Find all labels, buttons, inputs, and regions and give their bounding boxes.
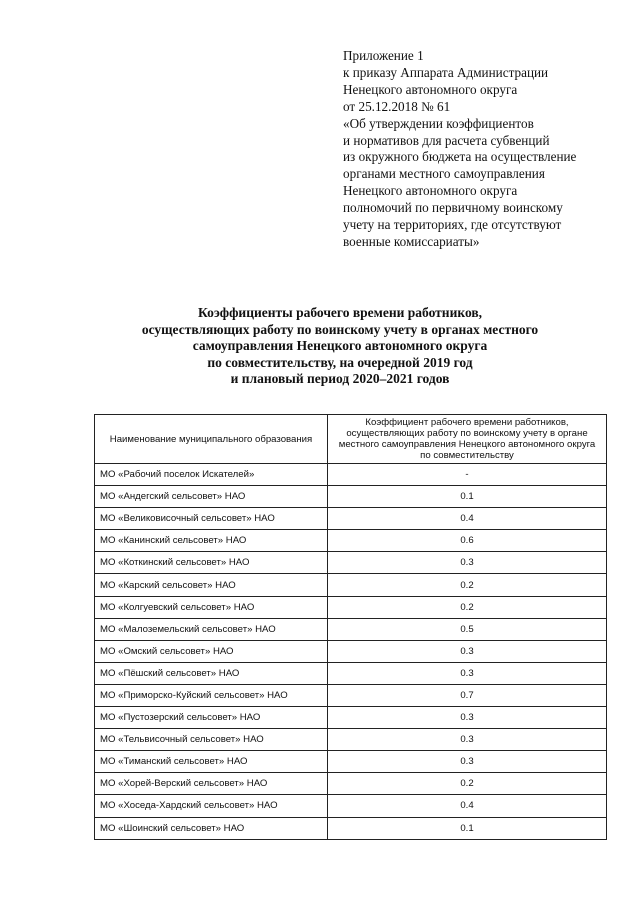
table-row: [95, 662, 607, 684]
appendix-line: к приказу Аппарата Администрации: [343, 64, 549, 80]
table-row: [95, 618, 607, 640]
coefficient-value: -: [328, 464, 607, 486]
coefficient-value: 0.1: [328, 817, 607, 839]
municipality-name: МО «Тиманский сельсовет» НАО: [95, 751, 328, 773]
table-row: [95, 552, 607, 574]
table-row: [95, 773, 607, 795]
municipality-name: МО «Хорей-Верский сельсовет» НАО: [95, 773, 328, 795]
title-line: самоуправления Ненецкого автономного округа: [192, 338, 488, 353]
coefficient-value: 0.2: [328, 596, 607, 618]
coefficients-table: [94, 414, 607, 840]
table-row: [95, 640, 607, 662]
table-row: [95, 596, 607, 618]
municipality-name: МО «Канинский сельсовет» НАО: [95, 530, 328, 552]
coefficient-value: 0.3: [328, 552, 607, 574]
table-row: [95, 707, 607, 729]
appendix-line: военные комиссариаты»: [343, 233, 480, 249]
municipality-name: МО «Хоседа-Хардский сельсовет» НАО: [95, 795, 328, 817]
coefficient-value: 0.6: [328, 530, 607, 552]
coefficient-value: 0.5: [328, 618, 607, 640]
appendix-block: [343, 48, 633, 251]
appendix-line: от 25.12.2018 № 61: [343, 98, 451, 114]
table-row: [95, 795, 607, 817]
appendix-line: учету на территориях, где отсутствуют: [343, 217, 562, 233]
municipality-name: МО «Шоинский сельсовет» НАО: [95, 817, 328, 839]
appendix-line: «Об утверждении коэффициентов: [343, 115, 534, 131]
appendix-line: Ненецкого автономного округа: [343, 183, 518, 199]
table-row: [95, 574, 607, 596]
municipality-name: МО «Приморско-Куйский сельсовет» НАО: [95, 684, 328, 706]
table-row: [95, 508, 607, 530]
coefficient-value: 0.3: [328, 707, 607, 729]
coefficient-value: 0.2: [328, 574, 607, 596]
municipality-name: МО «Великовисочный сельсовет» НАО: [95, 508, 328, 530]
appendix-line: органами местного самоуправления: [343, 166, 545, 182]
table-row: [95, 530, 607, 552]
municipality-name: МО «Пустозерский сельсовет» НАО: [95, 707, 328, 729]
municipality-name: МО «Пёшский сельсовет» НАО: [95, 662, 328, 684]
appendix-line: Ненецкого автономного округа: [343, 81, 518, 97]
coefficient-value: 0.4: [328, 508, 607, 530]
table-row: [95, 729, 607, 751]
coefficient-value: 0.3: [328, 751, 607, 773]
table-row: [95, 817, 607, 839]
coefficient-value: 0.1: [328, 486, 607, 508]
coefficient-value: 0.2: [328, 773, 607, 795]
appendix-line: из окружного бюджета на осуществление: [343, 149, 577, 165]
column-header-name: Наименование муниципального образования: [95, 415, 328, 464]
appendix-line: и нормативов для расчета субвенций: [343, 132, 550, 148]
title-line: по совместительству, на очередной 2019 год: [207, 354, 473, 370]
table-header-row: [95, 415, 607, 464]
title-line: осуществляющих работу по воинскому учету в органах местного: [141, 321, 539, 337]
coefficient-value: 0.3: [328, 640, 607, 662]
title-line: и плановый период 2020–2021 годов: [230, 371, 450, 386]
document-title: [80, 305, 600, 388]
column-header-coefficient: Коэффициент рабочего времени работников, осуществляющих работу по воинскому учету в органе местного самоуправления Ненецкого автономного округа по совместительству: [328, 415, 607, 464]
municipality-name: МО «Колгуевский сельсовет» НАО: [95, 596, 328, 618]
municipality-name: МО «Карский сельсовет» НАО: [95, 574, 328, 596]
municipality-name: МО «Рабочий поселок Искателей»: [95, 464, 328, 486]
table-row: [95, 486, 607, 508]
table-row: [95, 684, 607, 706]
table-row: [95, 464, 607, 486]
coefficient-value: 0.7: [328, 684, 607, 706]
coefficient-value: 0.4: [328, 795, 607, 817]
municipality-name: МО «Андегский сельсовет» НАО: [95, 486, 328, 508]
appendix-line: Приложение 1: [343, 48, 424, 63]
coefficient-value: 0.3: [328, 729, 607, 751]
appendix-line: полномочий по первичному воинскому: [343, 200, 563, 216]
coefficient-value: 0.3: [328, 662, 607, 684]
title-line: Коэффициенты рабочего времени работников,: [197, 305, 483, 320]
municipality-name: МО «Тельвисочный сельсовет» НАО: [95, 729, 328, 751]
municipality-name: МО «Коткинский сельсовет» НАО: [95, 552, 328, 574]
municipality-name: МО «Омский сельсовет» НАО: [95, 640, 328, 662]
table-row: [95, 751, 607, 773]
municipality-name: МО «Малоземельский сельсовет» НАО: [95, 618, 328, 640]
